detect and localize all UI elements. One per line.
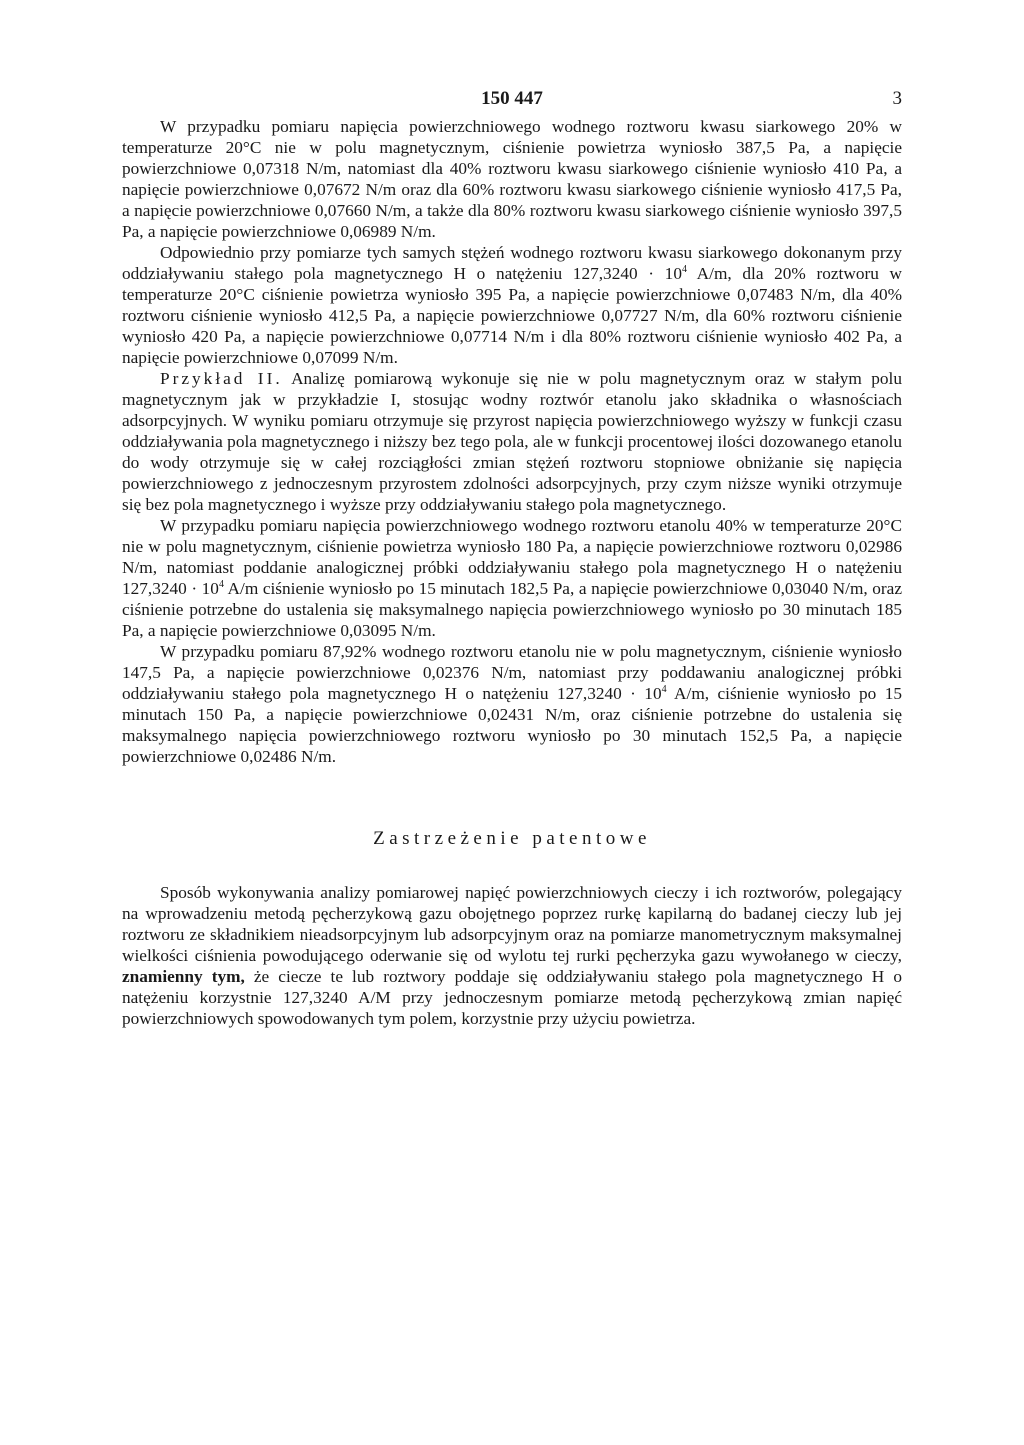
exponent: 4 [661,684,667,696]
example-heading: Przykład II. [160,369,283,388]
claim-characterizing-phrase: znamienny tym, [122,967,245,986]
page-header [122,88,902,116]
claim-text: że ciecze te lub roztwory poddaje się oddziaływaniu stałego pola magnetycznego H o natężeniu korzystnie 127,3240 A/M przy jednoczesnym pomiarze metodą pęcherzykową zmian napięć powierzchniowych spowodowanych tym polem, korzystnie przy użyciu powietrza. [122,967,902,1028]
paragraph-ethanol-40 [122,515,902,641]
paragraph-text: A/m, dla 20% roztworu w temperaturze 20°C ciśnienie powietrza wyniosło 395 Pa, a napięcie powierzchniowe 0,07483 N/m, dla 40% roztworu ciśnienie wyniosło 412,5 Pa, a napięcie powierzchniowe 0,07727 N/m, dla 60% roztworu ciśnienie wyniosło 420 Pa, a napięcie powierzchniowe 0,07714 N/m i dla 80% roztworu ciśnienie wyniosło 402 Pa, a napięcie powierzchniowe 0,07099 N/m. [122,264,902,367]
paragraph-text: A/m ciśnienie wyniosło po 15 minutach 182,5 Pa, a napięcie powierzchniowe 0,03040 N/m, oraz ciśnienie potrzebne do ustalenia się maksymalnego napięcia powierzchniowego wyniosło po 30 minutach 185 Pa, a napięcie powierzchniowe 0,03095 N/m. [122,579,902,640]
paragraph-text: W przypadku pomiaru 87,92% wodnego roztworu etanolu nie w polu magnetycznym, ciśnienie wyniosło 147,5 Pa, a napięcie powierzchniowe 0,02376 N/m, natomiast przy poddawaniu analogicznej próbki oddziaływaniu stałego pola magnetycznego H o natężeniu 127,3240 · 10 [122,642,902,703]
exponent: 4 [218,579,224,591]
description-body [122,116,902,767]
paragraph-text: Odpowiednio przy pomiarze tych samych stężeń wodnego roztworu kwasu siarkowego dokonanym przy oddziaływaniu stałego pola magnetycznego H o natężeniu 127,3240 · 10 [122,243,902,283]
exponent: 4 [681,264,687,276]
paragraph-text: Analizę pomiarową wykonuje się nie w polu magnetycznym oraz w stałym polu magnetycznym jak w przykładzie I, stosując wodny roztwór etanolu jako składnika o własnościach adsorpcyjnych. W wyniku pomiaru otrzymuje się przyrost napięcia powierzchniowego wyższy w funkcji czasu oddziaływania pola magnetycznego i niższy bez tego pola, ale w funkcji procentowej ilości dozowanego etanolu do wody otrzymuje się w całej rozciągłości zmian stężeń roztworu stopniowe obniżanie się napięcia powierzchniowego z jednoczesnym przyrostem zdolności adsorpcyjnych, przy czym niższe wyniki otrzymuje się bez pola magnetycznego i wyższe przy oddziaływaniu stałego pola magnetycznego. [122,369,902,514]
document-number: 150 447 [481,88,543,109]
paragraph-sulfuric-with-field [122,242,902,368]
page-number: 3 [892,88,902,109]
claim-text: Sposób wykonywania analizy pomiarowej napięć powierzchniowych cieczy i ich roztworów, polegający na wprowadzeniu metodą pęcherzykową gazu obojętnego poprzez rurkę kapilarną do badanej cieczy lub jej roztworu ze składnikiem nieadsorpcyjnym lub adsorpcyjnym oraz na pomiarze manometrycznym maksymalnej wielkości ciśnienia powodującego oderwanie się od wylotu tej rurki pęcherzyka gazu wywołanego w cieczy, [122,883,902,965]
claims-body [122,882,902,1029]
claims-title: Zastrzeżenie patentowe [373,828,651,849]
paragraph-ethanol-8792 [122,641,902,767]
paragraph-text: A/m, ciśnienie wyniosło po 15 minutach 150 Pa, a napięcie powierzchniowe 0,02431 N/m, oraz ciśnienie potrzebne do ustalenia się maksymalnego napięcia powierzchniowego roztworu wyniosło po 30 minutach 152,5 Pa, a napięcie powierzchniowe 0,02486 N/m. [122,684,903,766]
claim-paragraph [122,882,902,1029]
paragraph-example-two [122,368,902,515]
paragraph-text: W przypadku pomiaru napięcia powierzchniowego wodnego roztworu etanolu 40% w temperaturze 20°C nie w polu magnetycznym, ciśnienie powietrza wyniosło 180 Pa, a napięcie powierzchniowe roztworu 0,02986 N/m, natomiast poddanie analogicznej próbki oddziaływaniu stałego pola magnetycznego H o natężeniu 127,3240 · 10 [122,516,902,598]
paragraph-sulfuric-no-field [122,116,902,242]
document-page [122,88,902,1029]
paragraph-text: W przypadku pomiaru napięcia powierzchniowego wodnego roztworu kwasu siarkowego 20% w temperaturze 20°C nie w polu magnetycznym, ciśnienie powietrza wyniosło 387,5 Pa, a napięcie powierzchniowe 0,07318 N/m, natomiast dla 40% roztworu kwasu siarkowego ciśnienie wyniosło 410 Pa, a napięcie powierzchniowe 0,07672 N/m oraz dla 60% roztworu kwasu siarkowego ciśnienie wyniosło 417,5 Pa, a napięcie powierzchniowe 0,07660 N/m, a także dla 80% roztworu kwasu siarkowego ciśnienie wyniosło 397,5 Pa, a napięcie powierzchniowe 0,06989 N/m. [122,117,902,241]
